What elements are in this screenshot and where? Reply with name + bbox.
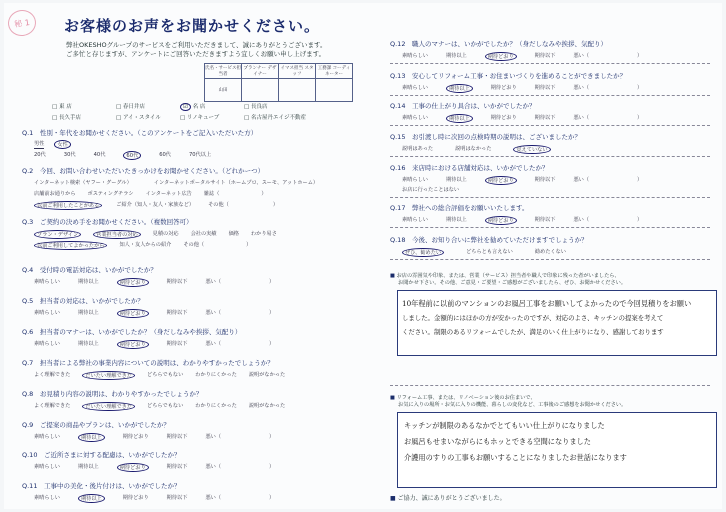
option-close: ） bbox=[637, 85, 643, 91]
option-age[interactable]: 40代 bbox=[93, 152, 106, 158]
option-selected[interactable]: 期待以上 bbox=[446, 114, 473, 123]
option-age[interactable]: 20代 bbox=[34, 152, 46, 158]
option-selected[interactable]: 期待どおり bbox=[117, 309, 149, 318]
option[interactable]: 悪い（ bbox=[573, 217, 590, 223]
option[interactable]: 説明はなかった bbox=[455, 146, 492, 152]
q15-options bbox=[402, 145, 551, 154]
option[interactable]: よく理解できた bbox=[34, 403, 71, 409]
question-12: Q.12 職人のマナーは、いかがでしたか？（身だしなみや挨拶、気配り） bbox=[390, 40, 607, 48]
option-selected[interactable]: 期待どおり bbox=[117, 463, 149, 472]
q18-options bbox=[402, 248, 566, 257]
option-close: ） bbox=[269, 495, 275, 501]
option[interactable]: 悪い（ bbox=[205, 310, 222, 316]
question-3: Q.3 ご契約の決め手をお聞かせください。（複数回答可） bbox=[22, 218, 193, 226]
divider bbox=[390, 95, 710, 96]
option[interactable]: 期待以上 bbox=[77, 341, 99, 347]
q10-options bbox=[34, 463, 274, 472]
question-8: Q.8 お見積り内容の説明は、わかりやすかったでしょうか？ bbox=[22, 390, 203, 398]
option[interactable]: 見積の対応 bbox=[152, 231, 179, 237]
question-17: Q.17 弊社への総合評価をお願いいたします。 bbox=[390, 204, 529, 212]
option[interactable]: 説明がなかった bbox=[248, 403, 286, 409]
q2-options-row3 bbox=[34, 201, 278, 210]
option[interactable]: 期待以下 bbox=[534, 177, 556, 183]
option[interactable]: 素晴らしい bbox=[402, 53, 428, 59]
option[interactable]: 素晴らしい bbox=[34, 279, 60, 285]
option[interactable]: 店舗前お通りから bbox=[34, 191, 76, 197]
option[interactable]: 説明がなかった bbox=[248, 372, 286, 378]
page-title: お客様のお声をお聞かせください。 bbox=[64, 17, 321, 35]
option-selected[interactable]: 以前ご利用したことがある bbox=[34, 201, 102, 210]
divider bbox=[390, 259, 710, 260]
stamp-cell[interactable] bbox=[279, 79, 316, 102]
store-checklist bbox=[52, 102, 334, 124]
comment1-line: しました。金額的にはほかの方が安かったのですが、対応のよさ、キッチンの提案を考えて bbox=[402, 314, 664, 322]
option: ） bbox=[261, 191, 267, 197]
option[interactable]: インターネット広告 bbox=[145, 191, 192, 197]
option[interactable]: 期待以下 bbox=[534, 85, 556, 91]
intro-text bbox=[66, 41, 326, 59]
q16-options bbox=[402, 176, 642, 185]
divider bbox=[390, 197, 710, 198]
comment2-line: お風呂もせまいながらにもホッとできる空間になりました bbox=[404, 437, 591, 446]
option-selected[interactable]: 以前ご利用してよかったから bbox=[34, 241, 107, 250]
option-age-selected[interactable]: 60代 bbox=[123, 151, 141, 160]
option-age[interactable]: 30代 bbox=[63, 152, 76, 158]
question-5: Q.5 担当者の対応は、いかがでしたか？ bbox=[22, 297, 144, 305]
intro-line: ご多忙と存じますが、アンケートにご回答いただきますよう宜しくお願い申し上げます。 bbox=[66, 50, 326, 58]
store-checkbox[interactable]: □ 名古屋丹エイジ不動産 bbox=[244, 115, 306, 121]
divider bbox=[390, 227, 710, 228]
option[interactable]: 悪い（ bbox=[205, 279, 222, 285]
option[interactable]: 期待以下 bbox=[534, 115, 556, 121]
option[interactable]: 悪い（ bbox=[573, 115, 590, 121]
option-age[interactable]: 60代 bbox=[159, 152, 171, 158]
option-close: ） bbox=[637, 53, 643, 59]
q6-options bbox=[34, 340, 274, 349]
option[interactable]: 悪い（ bbox=[205, 495, 222, 501]
option[interactable]: 悪い（ bbox=[573, 85, 590, 91]
option[interactable]: 素晴らしい bbox=[34, 434, 60, 440]
option[interactable]: 説明はあった bbox=[402, 146, 434, 152]
q13-options bbox=[402, 84, 642, 93]
option[interactable]: その他（ bbox=[183, 242, 205, 248]
option[interactable]: 悪い（ bbox=[573, 177, 590, 183]
option-selected[interactable]: 覚えていない bbox=[513, 145, 550, 154]
store-checkbox[interactable]: □ 東 店 bbox=[52, 104, 72, 110]
option-close: ） bbox=[269, 279, 275, 285]
q3-options-row1 bbox=[34, 230, 277, 239]
question-14: Q.14 工事の仕上がり具合は、いかがでしたか？ bbox=[390, 102, 536, 110]
option-close: ） bbox=[637, 115, 643, 121]
question-10: Q.10 ご近所さまに対する配慮は、いかがでしたか？ bbox=[22, 451, 181, 459]
question-16: Q.16 来店時における店舗対応は、いかがでしたか？ bbox=[390, 164, 549, 172]
q7-options bbox=[34, 371, 285, 380]
comment1-line: 10年程前に以前のマンションのお風呂工事をお願いしてよかったので今回見積りをお願い bbox=[402, 299, 692, 308]
divider bbox=[390, 385, 710, 386]
footer-thanks: ■ ご協力、誠にありがとうございました。 bbox=[390, 495, 506, 502]
bullet-icon: ■ bbox=[390, 495, 396, 502]
q2-options-row1 bbox=[34, 179, 318, 186]
option-close: ） bbox=[637, 217, 643, 223]
option-female[interactable]: 女性 bbox=[54, 140, 70, 149]
question-2: Q.2 今回、お問い合わせいただいたきっかけをお聞かせください。（どれかーつ） bbox=[22, 167, 265, 175]
comment2-line: キッチンが制限のあるなかでとてもいい仕上がりになりました bbox=[404, 421, 605, 430]
store-checkbox[interactable]: □ アイ・スタイル bbox=[116, 115, 161, 121]
option[interactable]: どちらとも言えない bbox=[466, 249, 513, 255]
option-close: ） bbox=[269, 464, 275, 470]
option-selected[interactable]: 期待以上 bbox=[446, 84, 473, 93]
option-selected[interactable]: 期待どおり bbox=[485, 216, 517, 225]
option[interactable]: 素晴らしい bbox=[402, 115, 428, 121]
bullet-icon: ■ bbox=[390, 273, 395, 279]
option[interactable]: 期待以下 bbox=[534, 217, 556, 223]
option[interactable]: 期待以上 bbox=[445, 53, 467, 59]
q8-options bbox=[34, 402, 285, 411]
divider bbox=[390, 156, 710, 157]
option[interactable]: 期待以上 bbox=[77, 464, 99, 470]
option[interactable]: ポスティングチラシ bbox=[87, 191, 134, 197]
option-selected[interactable]: プラン・デザイン bbox=[34, 230, 81, 239]
option[interactable]: 雑誌（ bbox=[203, 191, 220, 197]
comment1-line: ください。制限のあるリフォームでしたが、満足のいく仕上がりになり、感謝しております bbox=[402, 328, 664, 336]
option-selected[interactable]: だいたい理解できた bbox=[82, 371, 135, 380]
confidential-stamp: 秘 1 bbox=[6, 8, 37, 38]
option-selected[interactable]: 営業担当者の対応 bbox=[93, 230, 141, 239]
option[interactable]: 期待以下 bbox=[166, 434, 188, 440]
q1-sex-options bbox=[34, 140, 71, 149]
question-9: Q.9 ご提案の商品やプランは、いかがでしたか？ bbox=[22, 421, 170, 429]
stamp-header: プランナー デザイナー bbox=[242, 64, 279, 79]
staff-name[interactable]: 山田 bbox=[205, 79, 242, 102]
option-close: ） bbox=[269, 434, 275, 440]
option[interactable]: 期待どおり bbox=[122, 434, 149, 440]
stamp-header: 工務課 コーディネーター bbox=[316, 64, 353, 79]
option-age[interactable]: 70代以上 bbox=[188, 152, 212, 158]
option[interactable]: 素晴らしい bbox=[402, 85, 428, 91]
option[interactable]: 悪い（ bbox=[205, 341, 222, 347]
option[interactable]: 素晴らしい bbox=[402, 217, 428, 223]
option[interactable]: 素晴らしい bbox=[34, 495, 60, 501]
option-selected[interactable]: だいたい理解できた bbox=[82, 402, 135, 411]
option[interactable]: 悪い（ bbox=[573, 53, 590, 59]
comment2-prompt: ■ リフォーム工事、または、リノベーション後のお住まいで、 お気に入りの場所・お気に入りの機能、暮らしの変化など、工事後のご感想をお聞かせください。 bbox=[390, 395, 627, 408]
option: ） bbox=[246, 242, 252, 248]
option[interactable]: 期待どおり bbox=[490, 115, 517, 121]
option-close: ） bbox=[637, 177, 643, 183]
option-selected[interactable]: ぜひ、勧めたい bbox=[402, 248, 444, 257]
option[interactable]: よく理解できた bbox=[34, 372, 71, 378]
option[interactable]: 期待以下 bbox=[166, 495, 188, 501]
option-selected[interactable]: 期待どおり bbox=[485, 52, 517, 61]
store-checkbox[interactable]: ☑ 名 店 bbox=[180, 102, 238, 110]
option[interactable]: 期待以下 bbox=[166, 464, 188, 470]
question-13: Q.13 安心してリフォーム工事・お住まいづくりを進めることができましたか？ bbox=[390, 72, 627, 80]
option[interactable]: インターネットポータルサイト（ホームプロ、スーモ、アットホーム） bbox=[153, 180, 319, 186]
q4-options bbox=[34, 278, 274, 287]
option[interactable]: 悪い（ bbox=[205, 464, 222, 470]
option[interactable]: 素晴らしい bbox=[34, 341, 60, 347]
q16-extra-option[interactable]: お店に行ったことはない bbox=[402, 187, 460, 193]
q14-options bbox=[402, 114, 642, 123]
option[interactable]: 期待以上 bbox=[445, 217, 467, 223]
option[interactable]: 素晴らしい bbox=[402, 177, 428, 183]
option[interactable]: どちらでもない bbox=[147, 403, 184, 409]
comment2-line: 介護用のすりの工事もお願いすることになりましたお世話になります bbox=[404, 453, 627, 462]
q3-options-row2 bbox=[34, 241, 251, 250]
option[interactable]: 価格 bbox=[228, 231, 239, 237]
intro-line: 弊社OKESHOグループのサービスをご利用いただきまして、誠にありがとうございます。 bbox=[66, 41, 327, 49]
option[interactable]: 期待以下 bbox=[166, 279, 188, 285]
stamp-header: 氏名・サービス担当者 bbox=[205, 64, 242, 79]
option[interactable]: 会社の実績 bbox=[190, 231, 217, 237]
option[interactable]: 期待以上 bbox=[77, 279, 99, 285]
divider bbox=[390, 125, 710, 126]
store-checkbox[interactable]: □ 長良店 bbox=[244, 104, 268, 110]
option[interactable]: 期待以下 bbox=[166, 341, 188, 347]
option[interactable]: インターネット検索（ヤフー・グーグル） bbox=[34, 180, 132, 186]
q17-options bbox=[402, 216, 642, 225]
option[interactable]: わかり易さ bbox=[250, 231, 277, 237]
option[interactable]: 期待以上 bbox=[77, 310, 99, 316]
option-selected[interactable]: 期待どおり bbox=[117, 340, 149, 349]
divider bbox=[390, 63, 710, 64]
question-7: Q.7 担当者による弊社の事業内容についての説明は、わかりやすかったでしょうか？ bbox=[22, 359, 274, 367]
store-checkbox[interactable]: □ 長久手店 bbox=[52, 115, 81, 121]
option[interactable]: 素晴らしい bbox=[34, 464, 60, 470]
stamp-cell[interactable] bbox=[242, 79, 279, 102]
option[interactable]: 素晴らしい bbox=[34, 310, 60, 316]
stamp-header: イマス担当 スタッフ bbox=[279, 64, 316, 79]
option-male[interactable]: 男性 bbox=[34, 141, 45, 147]
option[interactable]: 期待以上 bbox=[445, 177, 467, 183]
q5-options bbox=[34, 309, 274, 318]
option-close: ） bbox=[269, 341, 275, 347]
question-18: Q.18 今後、お知り合いに弊社を勧めていただけますでしょうか？ bbox=[390, 236, 588, 244]
option[interactable]: 勧めたくない bbox=[534, 249, 566, 255]
survey-sheet bbox=[4, 3, 722, 509]
q9-options bbox=[34, 433, 274, 442]
question-1: Q.1 性別・年代をお聞かせください。（このアンケートをご記入いただいた方） bbox=[22, 129, 258, 137]
option[interactable]: ご紹介（知人・友人・家族など） bbox=[116, 202, 195, 208]
option[interactable]: 期待以下 bbox=[166, 310, 188, 316]
q1-age-options bbox=[34, 151, 211, 160]
option-selected[interactable]: 期待どおり bbox=[117, 278, 149, 287]
option[interactable]: 期待どおり bbox=[122, 495, 149, 501]
option[interactable]: 期待以下 bbox=[534, 53, 556, 59]
question-15: Q.15 お引渡し時に次回の点検時期の説明は、ございましたか？ bbox=[390, 133, 581, 141]
option-selected[interactable]: 期待どおり bbox=[485, 176, 517, 185]
q11-options bbox=[34, 494, 274, 503]
q2-options-row2 bbox=[34, 190, 267, 197]
staff-stamp-table bbox=[204, 63, 353, 102]
store-checkbox[interactable]: □ 春日井店 bbox=[116, 104, 145, 110]
question-6: Q.6 担当者のマナーは、いかがでしたか？（身だしなみや挨拶、気配り） bbox=[22, 328, 242, 336]
bullet-icon: ■ bbox=[390, 395, 395, 401]
option-selected[interactable]: 期待以上 bbox=[78, 494, 105, 503]
q12-options bbox=[402, 52, 642, 61]
store-checkbox[interactable]: □ リノキューブ bbox=[180, 115, 220, 121]
option[interactable]: 期待どおり bbox=[490, 85, 517, 91]
option: ） bbox=[272, 202, 279, 208]
question-4: Q.4 受付時の電話対応は、いかがでしたか？ bbox=[22, 266, 157, 274]
question-11: Q.11 工事中の美化・後片付けは、いかがでしたか？ bbox=[22, 482, 181, 490]
option[interactable]: わかりにくかった bbox=[195, 403, 237, 409]
option[interactable]: その他（ bbox=[208, 202, 229, 208]
comment1-prompt: ■ お店の雰囲気や印象、または、営業（サービス）担当者や職人で印象に残った者がいましたら、 お聞かせ下さい。その他、ご意見・ご要望・ご感想がございましたら、ぜひ、お聞かせください。 bbox=[390, 273, 627, 286]
option-close: ） bbox=[269, 310, 275, 316]
option[interactable]: 知人・友人からの紹介 bbox=[119, 242, 172, 248]
option[interactable]: 悪い（ bbox=[205, 434, 222, 440]
option[interactable]: わかりにくかった bbox=[195, 372, 237, 378]
stamp-cell[interactable] bbox=[316, 79, 353, 102]
option[interactable]: どちらでもない bbox=[147, 372, 184, 378]
option-selected[interactable]: 期待以上 bbox=[78, 433, 105, 442]
